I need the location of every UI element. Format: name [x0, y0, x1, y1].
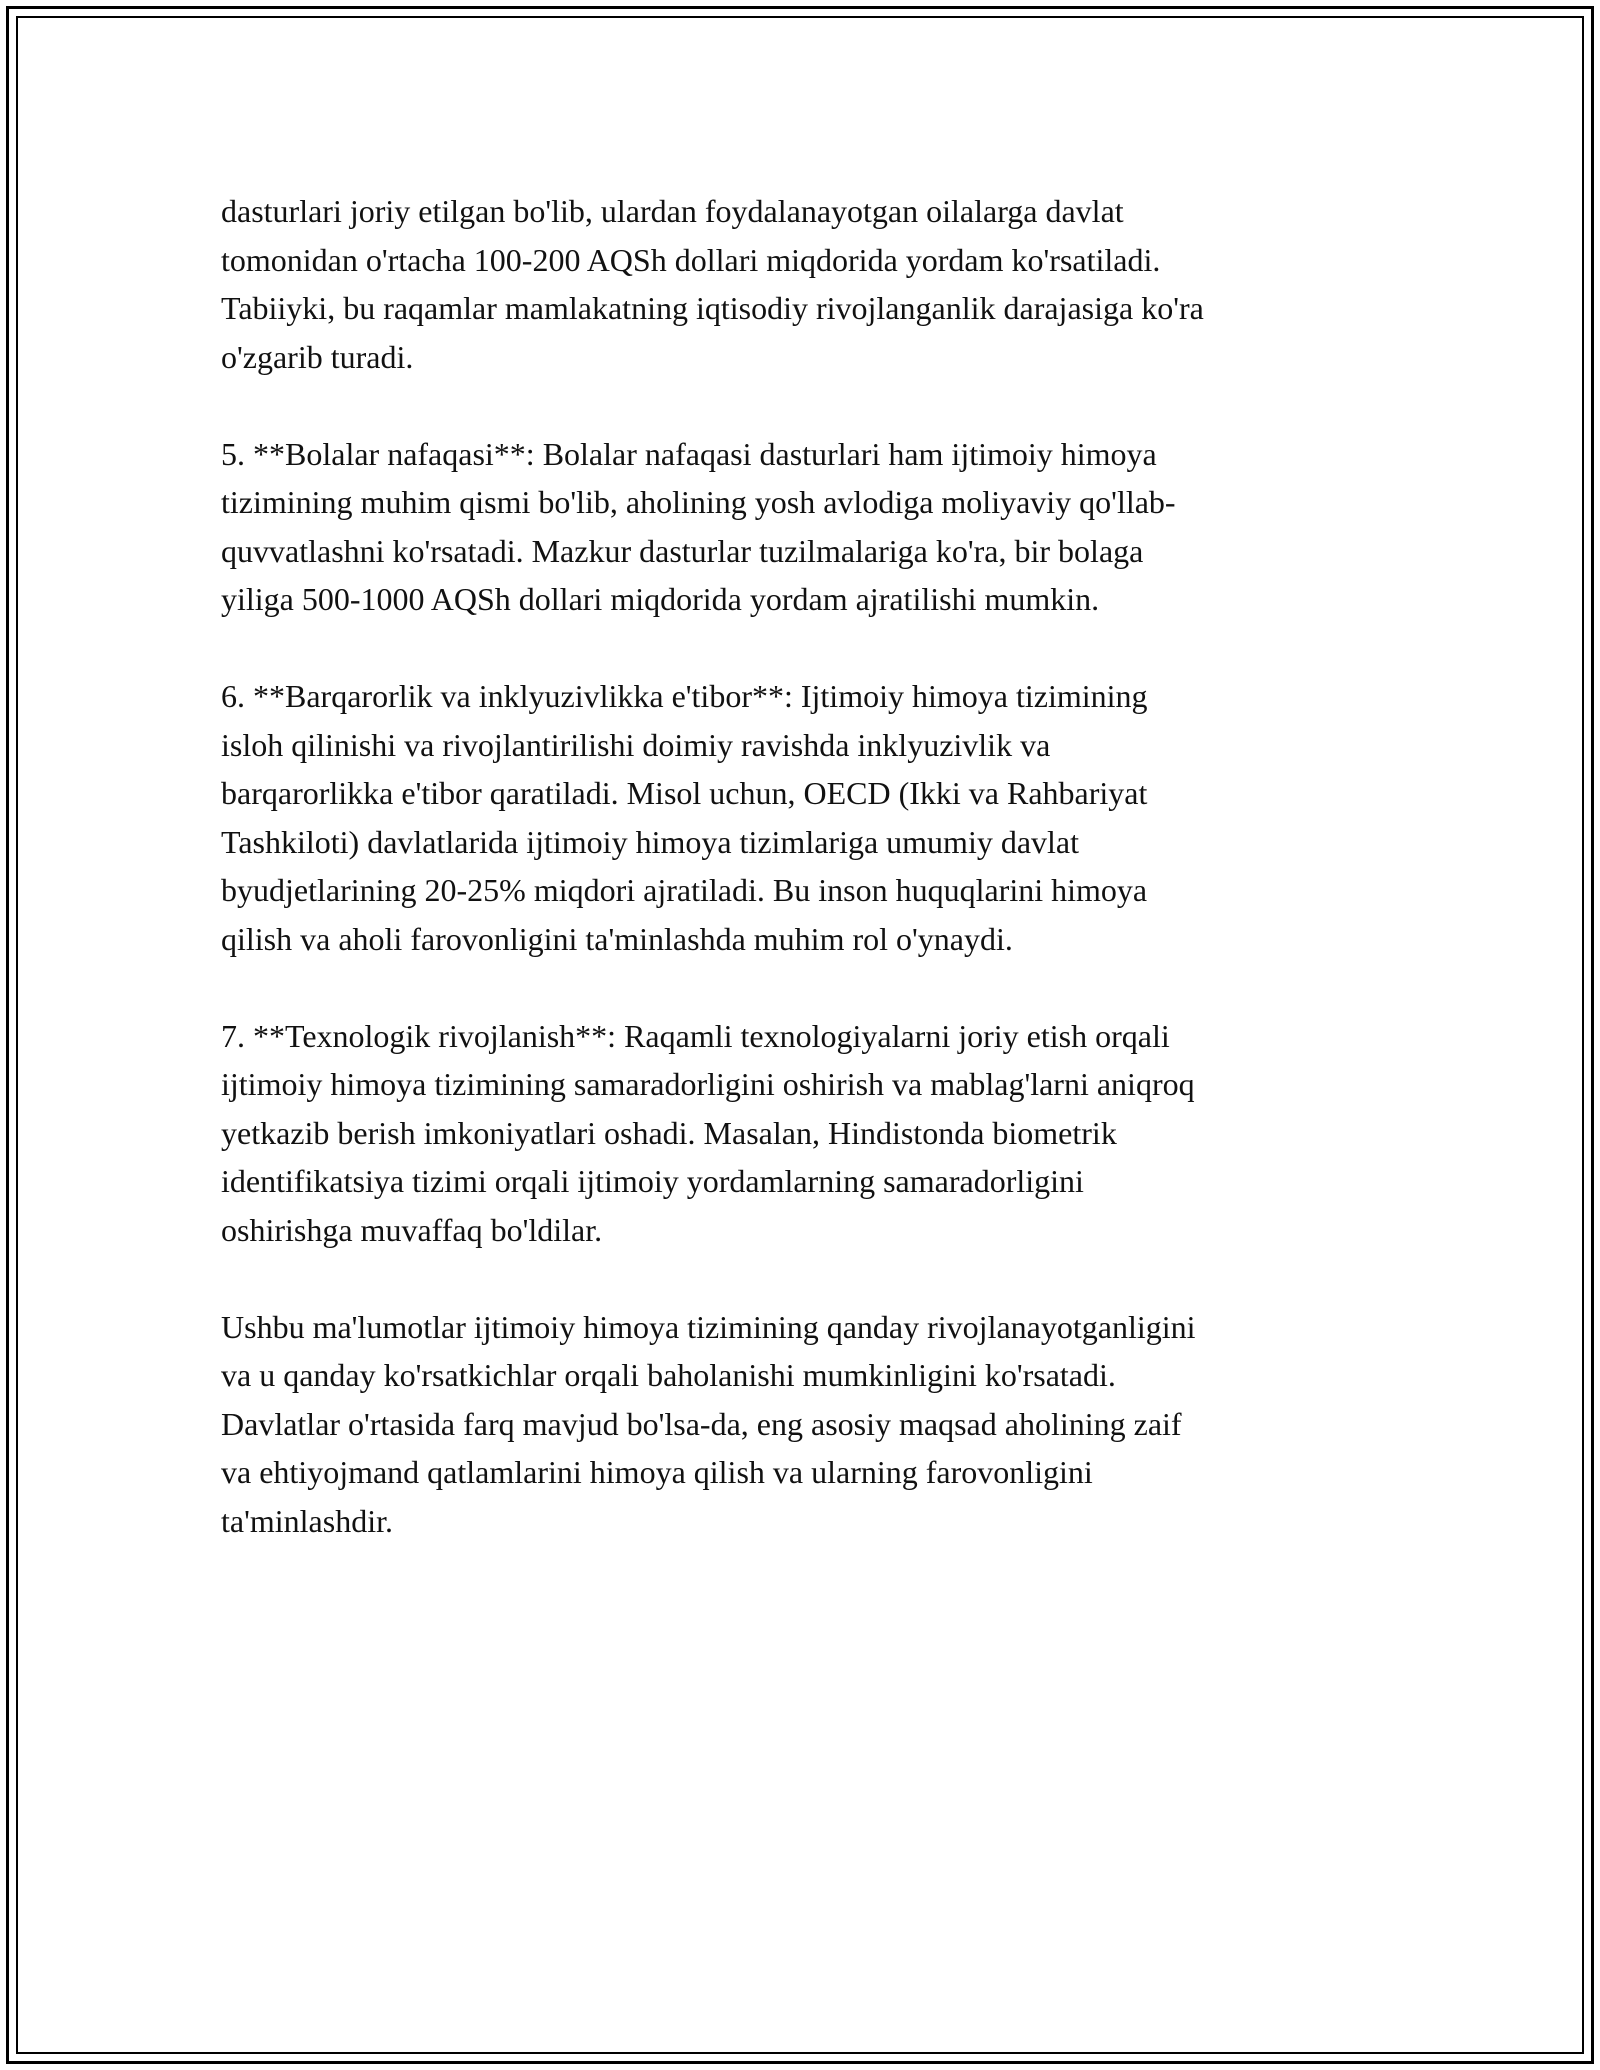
paragraph-sustainability-inclusivity: 6. **Barqarorlik va inklyuzivlikka e'tibor**: Ijtimoiy himoya tizimining isloh qilinishi va rivojlantirilishi doimiy ravishda inklyuzivlik va barqarorlikka e'tibor qaratiladi. Misol uchun, OECD (Ikki va Rahbariyat Tashkiloti) davlatlarida ijtimoiy himoya tizimlariga umumiy davlat byudjetlarining 20-25% miqdori ajratiladi. Bu inson huquqlarini himoya qilish va aholi farovonligini ta'minlashda muhim rol o'ynaydi.	[221, 678, 1148, 957]
paragraph-technological-development: 7. **Texnologik rivojlanish**: Raqamli texnologiyalarni joriy etish orqali ijtimoiy himoya tizimining samaradorligini oshirish va mablag'larni aniqroq yetkazib berish imkoniyatlari oshadi. Masalan, Hindistonda biometrik identifikatsiya tizimi orqali ijtimoiy yordamlarning samaradorligini oshirishga muvaffaq bo'ldilar.	[221, 1017, 1195, 1248]
paragraph-conclusion: Ushbu ma'lumotlar ijtimoiy himoya tizimining qanday rivojlanayotganligini va u qanday ko'rsatkichlar orqali baholanishi mumkinligini ko'rsatadi. Davlatlar o'rtasida farq mavjud bo'lsa-da, eng asosiy maqsad aholining zaif va ehtiyojmand qatlamlarini himoya qilish va ularning farovonligini ta'minlashdir.	[221, 1308, 1196, 1539]
paragraph-family-allowance-continued: dasturlari joriy etilgan bo'lib, ulardan foydalanayotgan oilalarga davlat tomonidan o'rtacha 100-200 AQSh dollari miqdorida yordam ko'rsatiladi. Tabiiyki, bu raqamlar mamlakatning iqtisodiy rivojlanganlik darajasiga ko'ra o'zgarib turadi.	[221, 193, 1204, 375]
document-body	[221, 187, 1381, 1594]
paragraph-child-benefits: 5. **Bolalar nafaqasi**: Bolalar nafaqasi dasturlari ham ijtimoiy himoya tizimining muhim qismi bo'lib, aholining yosh avlodiga moliyaviy qo'llab- quvvatlashni ko'rsatadi. Mazkur dasturlar tuzilmalariga ko'ra, bir bolaga yiliga 500-1000 AQSh dollari miqdorida yordam ajratilishi mumkin.	[221, 435, 1176, 617]
